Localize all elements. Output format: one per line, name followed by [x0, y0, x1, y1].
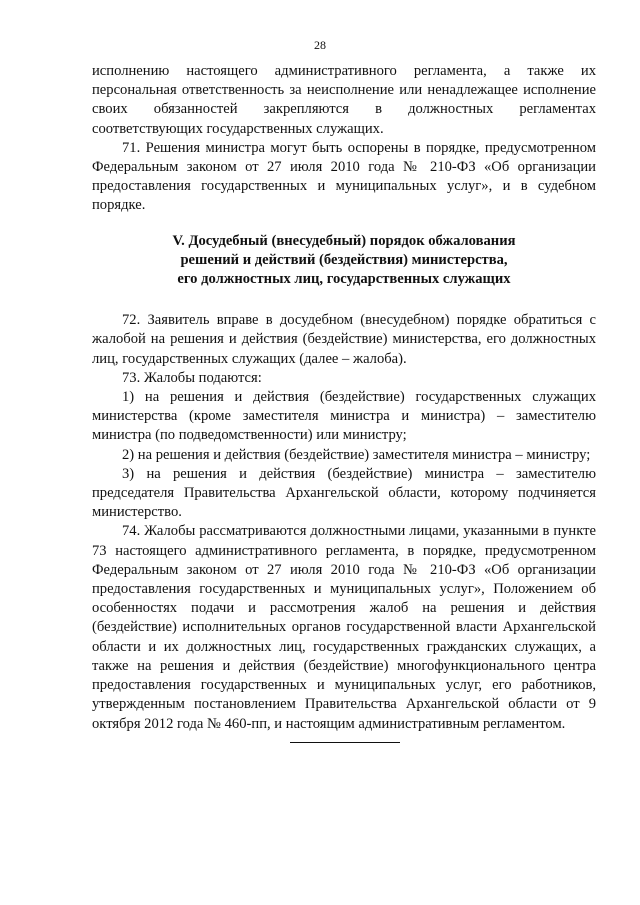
document-body: [92, 62, 596, 743]
paragraph-71: 71. Решения министра могут быть оспорены в порядке, предусмотренном Федеральным законом от 27 июля 2010 года № 210-ФЗ «Об организации предоставления государственных и муниципальных услуг», и в судебном порядке.: [92, 139, 596, 214]
paragraph-73: 73. Жалобы подаются:: [122, 369, 262, 386]
section-heading-line-1: V. Досудебный (внесудебный) порядок обжалования: [172, 232, 516, 249]
paragraph-74: 74. Жалобы рассматриваются должностными лицами, указанными в пункте 73 настоящего административного регламента, в порядке, предусмотренном Федеральным законом от 27 июля 2010 года № 210-ФЗ «Об организации предоставления государственных и муниципальных услуг», Положением об особенностях подачи и рассмотрения жалоб на решения и действия (бездействие) исполнительных органов государственной власти Архангельской области и их должностных лиц, государственных гражданских служащих, а также на решения и действия (бездействие) многофункционального центра предоставления государственных и муниципальных услуг, его работников, утвержденным постановлением Правительства Архангельской области от 9 октября 2012 года № 460-пп, и настоящим административным регламентом.: [92, 523, 596, 732]
section-heading-line-2: решений и действий (бездействия) министерства,: [180, 251, 508, 268]
paragraph-73-item-2: 2) на решения и действия (бездействие) заместителя министра – министру;: [122, 446, 591, 463]
paragraph-continuation: исполнению настоящего административного регламента, а также их персональная ответственность за неисполнение или ненадлежащее исполнение своих обязанностей закрепляются в должностных регламентах соответствующих государственных служащих.: [92, 63, 596, 137]
section-heading: [92, 232, 596, 290]
end-rule: [290, 742, 400, 743]
paragraph-73-item-1: 1) на решения и действия (бездействие) государственных служащих министерства (кроме заместителя министра и министра) – заместителю министра (по подведомственности) или министру;: [92, 389, 596, 444]
section-heading-line-3: его должностных лиц, государственных служащих: [177, 271, 511, 288]
paragraph-72: 72. Заявитель вправе в досудебном (внесудебном) порядке обратиться с жалобой на решения и действия (бездействие) министерства, его должностных лиц, государственных служащих (далее – жалоба).: [92, 312, 596, 367]
paragraph-73-item-3: 3) на решения и действия (бездействие) министра – заместителю председателя Правительства Архангельской области, которому подчиняется министерство.: [92, 465, 596, 521]
page-number: 28: [314, 38, 326, 52]
